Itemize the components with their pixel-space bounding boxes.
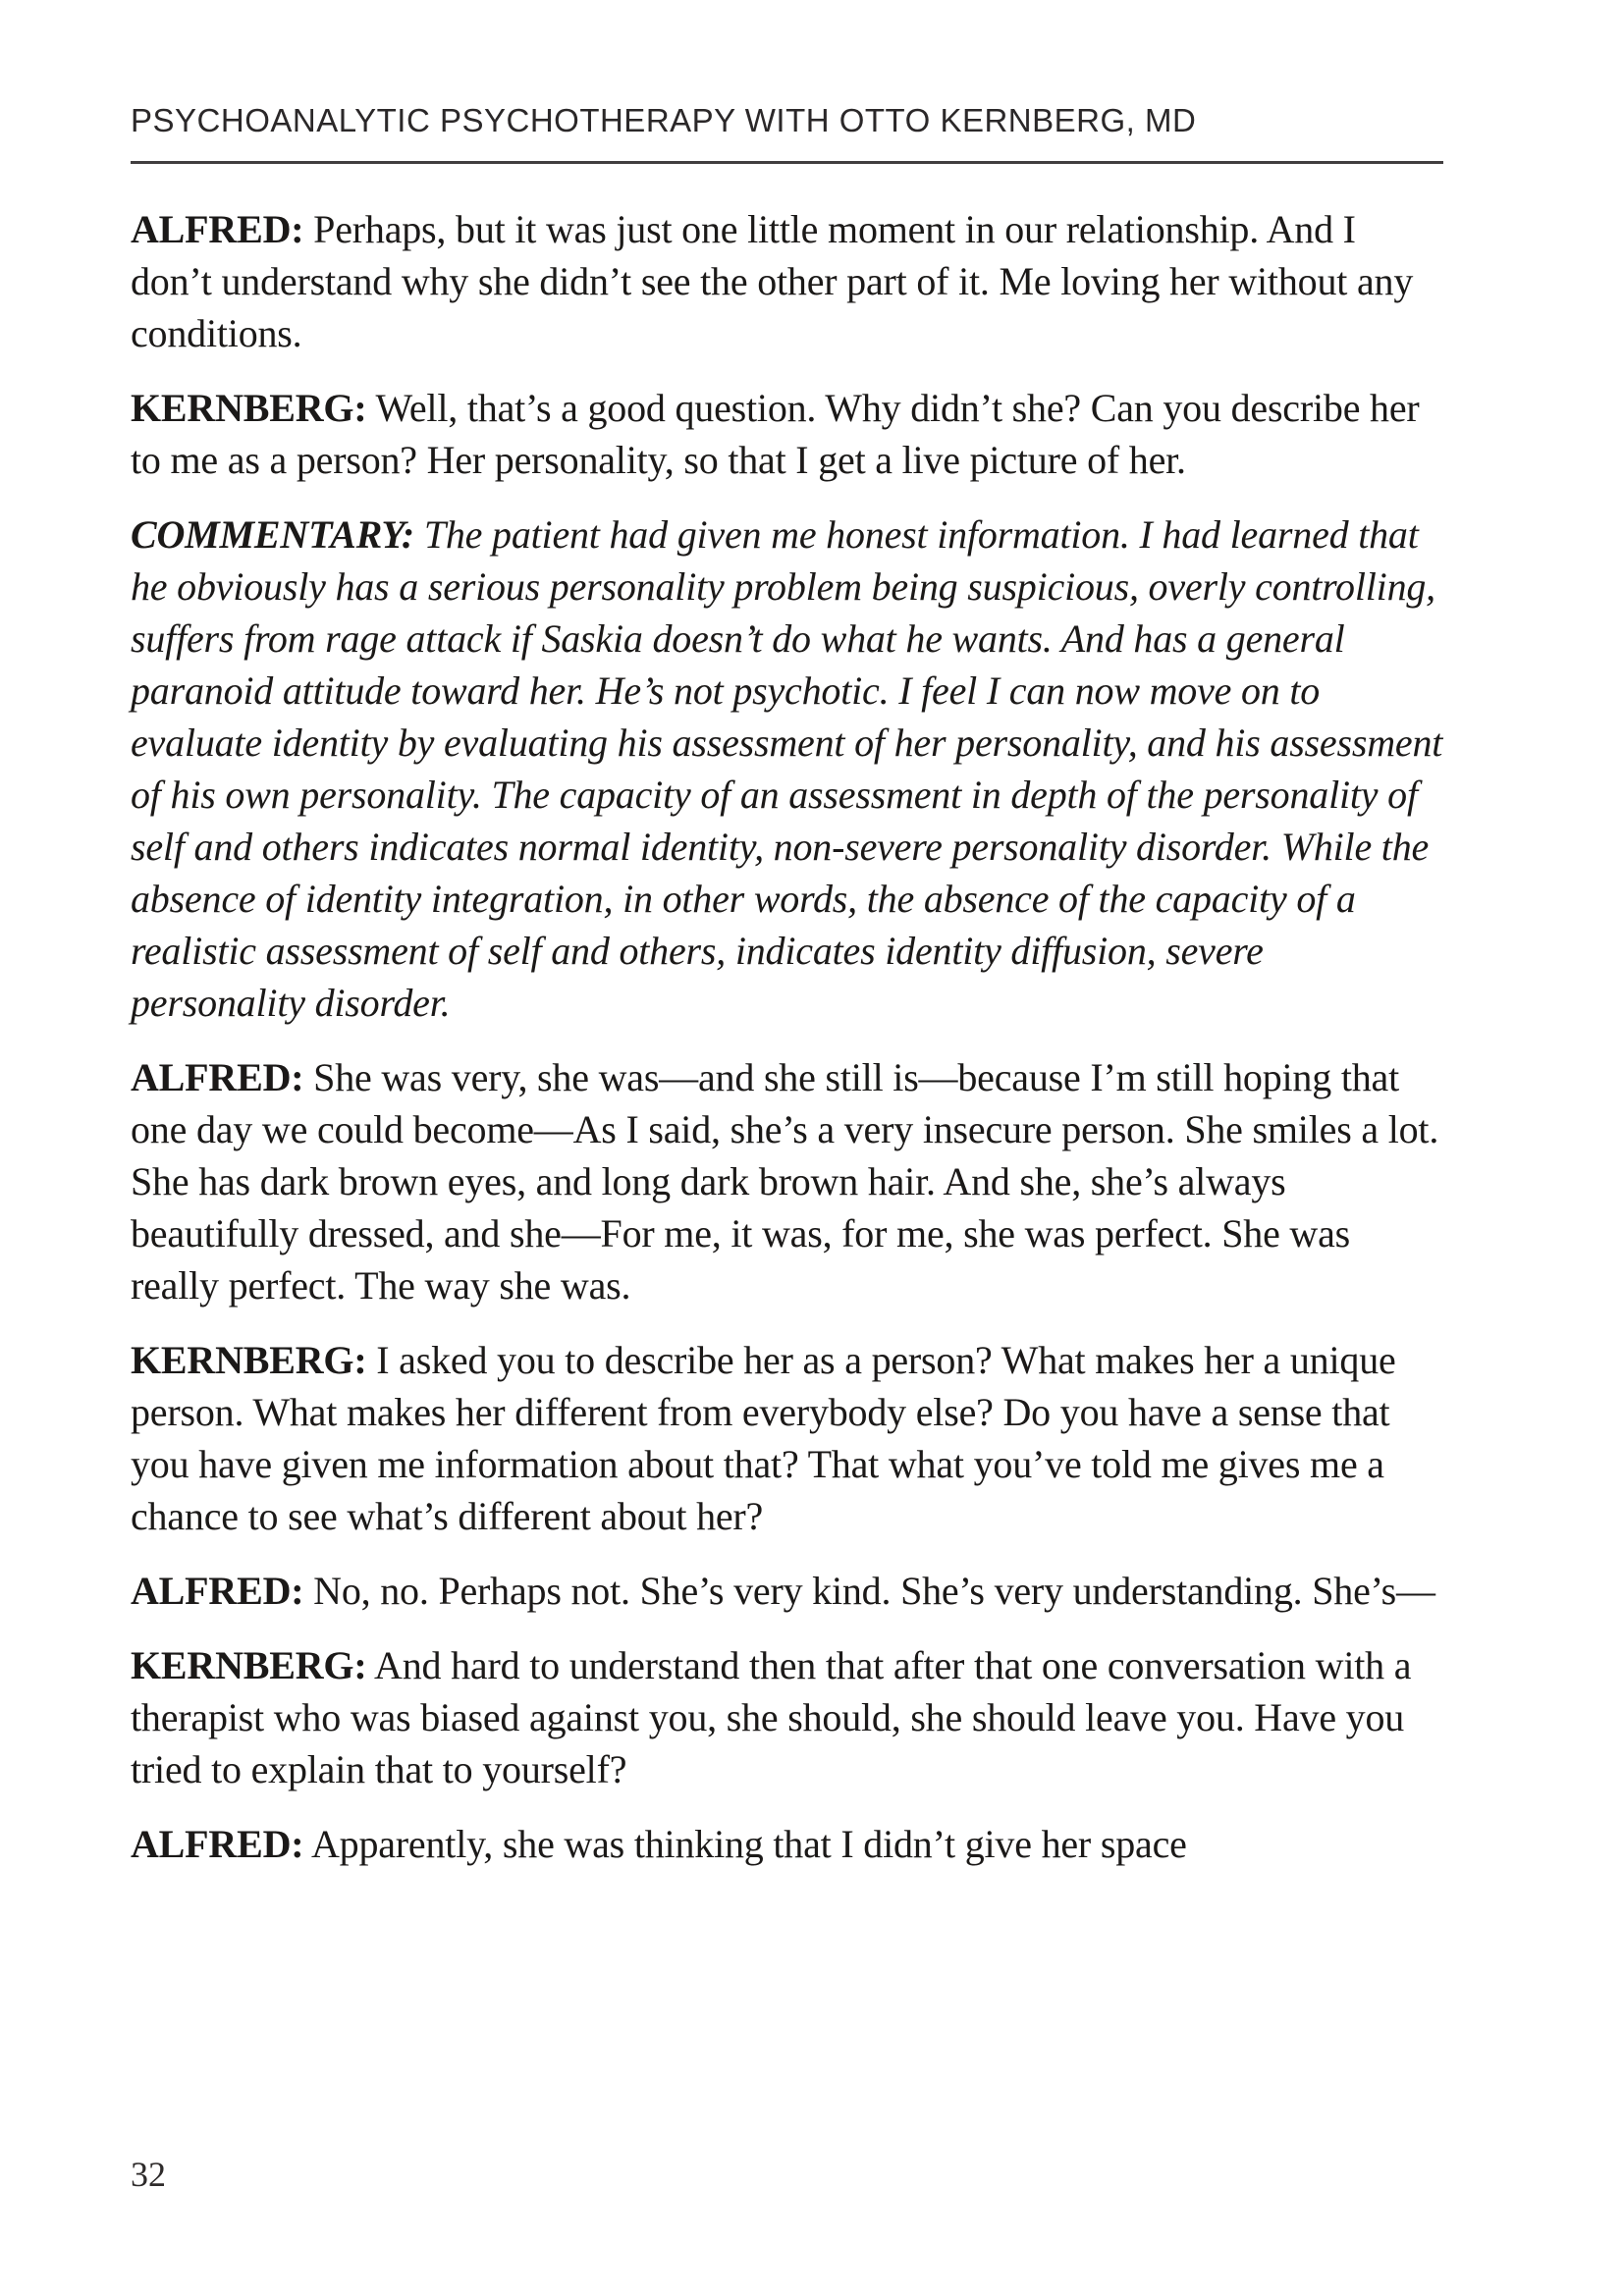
- transcript-paragraph: ALFRED: No, no. Perhaps not. She’s very kind. She’s very understanding. She’s—: [131, 1569, 1435, 1613]
- transcript: [131, 203, 1443, 1893]
- speaker-label: ALFRED:: [131, 1055, 304, 1099]
- speaker-label: KERNBERG:: [131, 1643, 367, 1687]
- transcript-paragraph: KERNBERG: And hard to understand then that after that one conversation with a therapist who was biased against you, she should, she should leave you. Have you tried to explain that to yourself?: [131, 1643, 1412, 1791]
- speaker-label: ALFRED:: [131, 207, 304, 251]
- speaker-label: KERNBERG:: [131, 386, 367, 430]
- speaker-label: ALFRED:: [131, 1569, 304, 1613]
- page-number: 32: [131, 2155, 166, 2194]
- transcript-paragraph: ALFRED: She was very, she was—and she still is—because I’m still hoping that one day we could become—As I said, she’s a very insecure person. She smiles a lot. She has dark brown eyes, and long dark brown hair. And she, she’s always beautifully dressed, and she—For me, it was, for me, she was perfect. She was really perfect. The way she was.: [131, 1055, 1439, 1308]
- transcript-paragraph: KERNBERG: Well, that’s a good question. Why didn’t she? Can you describe her to me as a person? Her personality, so that I get a live picture of her.: [131, 386, 1420, 482]
- running-head-title: PSYCHOANALYTIC PSYCHOTHERAPY WITH OTTO KERNBERG, MD: [131, 102, 1197, 138]
- transcript-paragraph: ALFRED: Apparently, she was thinking that I didn’t give her space: [131, 1822, 1187, 1866]
- transcript-paragraph: ALFRED: Perhaps, but it was just one little moment in our relationship. And I don’t understand why she didn’t see the other part of it. Me loving her without any conditions.: [131, 207, 1414, 355]
- speaker-label: KERNBERG:: [131, 1338, 367, 1382]
- transcript-paragraph: KERNBERG: I asked you to describe her as a person? What makes her a unique person. What makes her different from everybody else? Do you have a sense that you have given me information about that? That what you’ve told me gives me a chance to see what’s different about her?: [131, 1338, 1396, 1538]
- speaker-label: COMMENTARY:: [131, 512, 415, 557]
- header-rule: [131, 161, 1443, 164]
- transcript-paragraph: COMMENTARY: The patient had given me honest information. I had learned that he obviously has a serious personality problem being suspicious, overly controlling, suffers from rage attack if Saskia doesn’t do what he wants. And has a general paranoid attitude toward her. He’s not psychotic. I feel I can now move on to evaluate identity by evaluating his assessment of her personality, and his assessment of his own personality. The capacity of an assessment in depth of the personality of self and others indicates normal identity, non-severe personality disorder. While the absence of identity integration, in other words, the absence of the capacity of a realistic assessment of self and others, indicates identity diffusion, severe personality disorder.: [131, 512, 1443, 1025]
- speaker-label: ALFRED:: [131, 1822, 304, 1866]
